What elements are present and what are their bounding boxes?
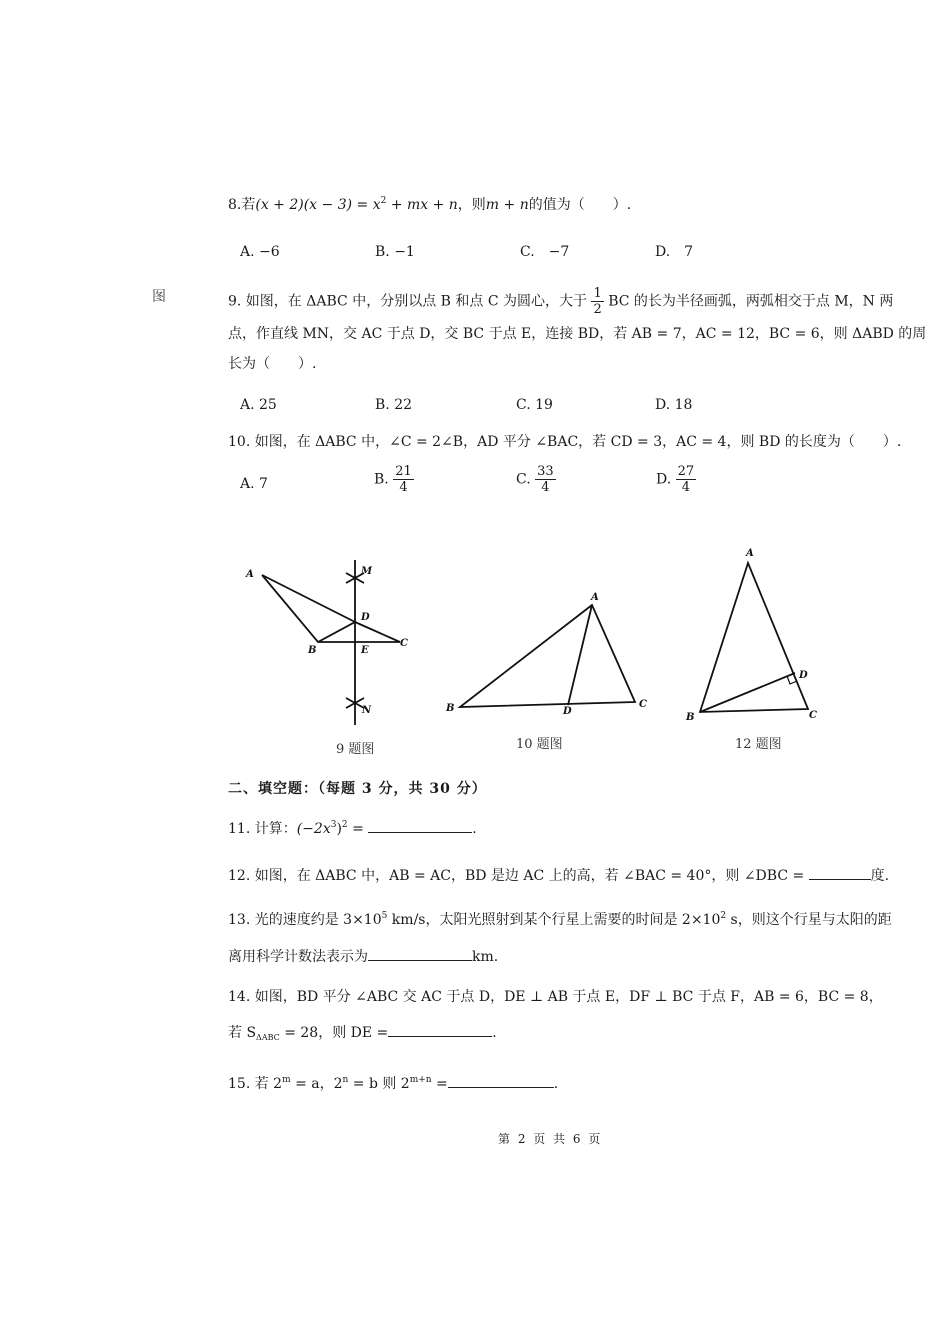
question-14-line-1: 14. 如图，BD 平分 ∠ABC 交 AC 于点 D，DE ⊥ AB 于点 E，DF ⊥ BC 于点 F，AB = 6，BC = 8，	[228, 989, 883, 1005]
q8-option-c: C. −7	[520, 244, 570, 260]
fig10-caption: 10 题图	[516, 737, 563, 752]
q8-option-d: D. 7	[655, 244, 694, 260]
fig10-label-d: D	[563, 706, 572, 717]
q10-option-b: B. $\frac{21}{4}$	[374, 464, 412, 495]
q8-factor-b: (x − 3)	[303, 197, 353, 213]
q8-number: 8.	[228, 197, 242, 213]
q9-option-c: C. 19	[516, 397, 553, 413]
question-14-line-2: 若 $S_{\Delta ABC} = 28$，则 DE = .	[228, 1022, 497, 1043]
margin-note: 图	[152, 289, 166, 305]
q8-tail: 的值为（ ）.	[528, 197, 632, 213]
section-2-heading: 二、填空题：（每题 3 分，共 30 分）	[228, 781, 487, 797]
q9-fraction: $\frac{1}{2}$	[593, 286, 602, 317]
fig10-label-c: C	[639, 699, 647, 710]
fig9-label-m: M	[361, 566, 373, 577]
q9-text-a: 9. 如图，在 ΔABC 中，分别以点 B 和点 C 为圆心，大于	[228, 293, 587, 310]
question-10: 10. 如图，在 ΔABC 中，∠C = 2∠B，AD 平分 ∠BAC，若 CD = 3，AC = 4，则 BD 的长度为（ ）.	[228, 434, 902, 450]
q8-factor-a: (x + 2)	[255, 197, 304, 213]
fig9-caption: 9 题图	[336, 742, 375, 757]
fig9-label-c: C	[400, 638, 408, 649]
fig12-label-a: A	[746, 548, 754, 559]
q8-target: m + n	[485, 197, 529, 213]
q11-answer-blank[interactable]	[368, 818, 472, 833]
fig9-label-a: A	[246, 569, 254, 580]
question-11: 11. 计算：$(-2x^3)^2$ = .	[228, 820, 477, 837]
q8-rhs: + mx + n	[386, 197, 458, 213]
fig9-label-b: B	[308, 645, 317, 656]
q8-exponent: 2	[380, 196, 387, 206]
q9-option-d: D. 18	[655, 397, 693, 413]
q8-option-a: A. −6	[240, 244, 280, 260]
q10-option-d: D. $\frac{27}{4}$	[656, 464, 695, 495]
fig12-label-b: B	[686, 712, 695, 723]
fig12-label-d: D	[799, 670, 808, 681]
q10-option-a: A. 7	[240, 476, 268, 492]
q10-option-c: C. $\frac{33}{4}$	[516, 464, 554, 495]
q14-answer-blank[interactable]	[388, 1022, 492, 1037]
q8-equals: = x	[352, 197, 381, 213]
fig9-label-d: D	[361, 612, 370, 623]
fig12-label-c: C	[809, 710, 817, 721]
figure-10	[460, 605, 635, 707]
q9-text-b: BC 的长为半径画弧，两弧相交于点 M，N 两	[608, 293, 894, 310]
fig9-label-e: E	[361, 645, 369, 656]
q8-prefix: 若	[241, 197, 256, 213]
q8-option-b: B. −1	[375, 244, 415, 260]
fig9-label-n: N	[362, 705, 372, 716]
question-12: 12. 如图，在 ΔABC 中，AB = AC，BD 是边 AC 上的高，若 ∠BAC = 40°，则 ∠DBC = 度.	[228, 865, 889, 886]
fig10-label-a: A	[591, 592, 599, 603]
q9-option-b: B. 22	[375, 397, 413, 413]
question-13-line-2: 离用科学计数法表示为 km.	[228, 946, 498, 967]
q13-answer-blank[interactable]	[368, 946, 472, 961]
fig10-triangle-abc	[460, 605, 635, 707]
question-9-line-3: 长为（ ）.	[228, 356, 317, 372]
question-9-line-2: 点，作直线 MN，交 AC 于点 D，交 BC 于点 E，连接 BD，若 AB = 7，AC = 12，BC = 6，则 ΔABD 的周	[228, 326, 927, 342]
q9-option-a: A. 25	[240, 397, 277, 413]
q15-answer-blank[interactable]	[448, 1073, 554, 1088]
fig10-label-b: B	[446, 703, 455, 714]
fig9-triangle-abd	[262, 575, 355, 642]
question-13-line-1: 13. 光的速度约是 $3\times 10^5$ km/s，太阳光照射到某个行星上需要的时间是 $2\times 10^2$ s，则这个行星与太阳的距	[228, 911, 892, 928]
q8-then: ，则	[457, 197, 486, 213]
fig12-altitude-bd	[700, 673, 795, 712]
fig12-caption: 12 题图	[735, 737, 782, 752]
fig9-segment-dc	[355, 622, 400, 642]
question-15: 15. 若 $2^m = a$，$2^n = b$ 则 $2^{m+n}$ = .	[228, 1075, 559, 1092]
page-footer: 第 2 页 共 6 页	[498, 1132, 603, 1146]
q12-answer-blank[interactable]	[809, 865, 871, 880]
figure-12	[700, 563, 808, 712]
figure-9	[262, 560, 400, 725]
